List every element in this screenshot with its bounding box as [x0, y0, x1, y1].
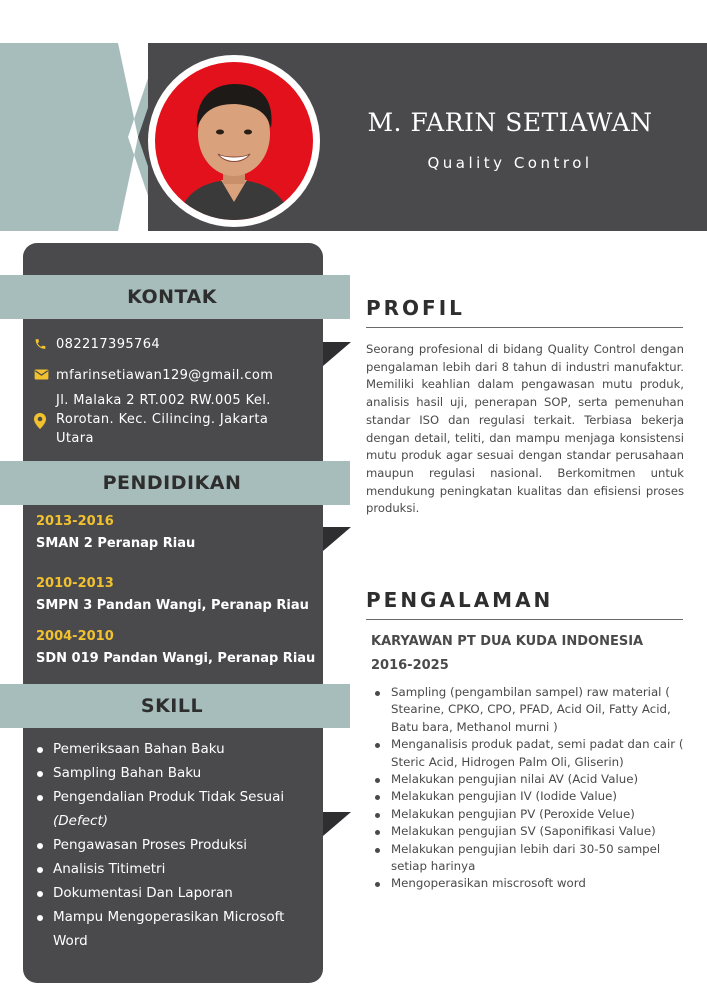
- person-portrait-icon: [155, 62, 313, 220]
- education-item: [36, 513, 195, 554]
- phone-number: 082217395764: [56, 337, 161, 352]
- skill-heading: SKILL: [140, 695, 204, 717]
- skill-item: Dokumentasi Dan Laporan: [36, 881, 316, 905]
- job-duties-list: [374, 684, 686, 893]
- candidate-name: M. FARIN SETIAWAN: [367, 108, 653, 137]
- job-title: KARYAWAN PT DUA KUDA INDONESIA: [371, 634, 644, 649]
- contact-email: [34, 366, 273, 385]
- education-years: 2004-2010: [36, 629, 114, 644]
- skill-item: Pengendalian Produk Tidak Sesuai: [36, 785, 316, 809]
- contact-address: [34, 391, 304, 448]
- education-years: 2013-2016: [36, 514, 114, 529]
- pendidikan-heading: PENDIDIKAN: [102, 472, 242, 494]
- skill-item: Analisis Titimetri: [36, 857, 316, 881]
- job-duty: Melakukan pengujian SV (Saponifikasi Value): [374, 823, 686, 840]
- address-text: Jl. Malaka 2 RT.002 RW.005 Kel. Rorotan. Kec. Cilincing. Jakarta Utara: [56, 393, 271, 446]
- skill-item-continuation: Word: [53, 933, 88, 949]
- job-duty: Menganalisis produk padat, semi padat dan cair ( Steric Acid, Hidrogen Palm Oli, Gliserin): [374, 736, 686, 771]
- profil-heading: PROFIL: [366, 296, 465, 320]
- skill-item-continuation: (Defect): [53, 813, 109, 829]
- decorative-triangle: [323, 812, 351, 836]
- pendidikan-heading-band: [0, 461, 350, 505]
- envelope-icon: [34, 366, 56, 381]
- kontak-heading-band: [0, 275, 350, 319]
- candidate-role: Quality Control: [427, 154, 593, 172]
- skill-item: Pengawasan Proses Produksi: [36, 833, 316, 857]
- job-period: 2016-2025: [371, 658, 449, 673]
- education-school: SDN 019 Pandan Wangi, Peranap Riau: [36, 651, 316, 666]
- job-duty: Melakukan pengujian IV (Iodide Value): [374, 788, 686, 805]
- job-duty: Melakukan pengujian PV (Peroxide Velue): [374, 806, 686, 823]
- profil-divider: [366, 327, 683, 328]
- education-school: SMAN 2 Peranap Riau: [36, 536, 196, 551]
- skill-item: Mampu Mengoperasikan Microsoft: [36, 905, 316, 929]
- skill-item: Pemeriksaan Bahan Baku: [36, 737, 316, 761]
- header-accent-panel: [0, 43, 148, 231]
- decorative-triangle: [323, 527, 351, 551]
- job-duty: Mengoperasikan miscrosoft word: [374, 875, 686, 892]
- job-duty: Melakukan pengujian lebih dari 30-50 sampel setiap harinya: [374, 841, 686, 876]
- job-block: [371, 630, 691, 678]
- job-duty: Sampling (pengambilan sampel) raw material ( Stearine, CPKO, CPO, PFAD, Acid Oil, Fatty Acid, Batu bara, Methanol murni ): [374, 684, 686, 736]
- skill-item: Sampling Bahan Baku: [36, 761, 316, 785]
- education-years: 2010-2013: [36, 576, 114, 591]
- phone-icon: [34, 335, 56, 351]
- job-duty: Melakukan pengujian nilai AV (Acid Value): [374, 771, 686, 788]
- pengalaman-heading: PENGALAMAN: [366, 588, 554, 612]
- profile-photo: [155, 62, 313, 220]
- email-address: mfarinsetiawan129@gmail.com: [56, 368, 274, 383]
- education-item: [36, 628, 315, 669]
- kontak-heading: KONTAK: [127, 286, 217, 308]
- location-pin-icon: [34, 391, 56, 429]
- profil-text: Seorang profesional di bidang Quality Control dengan pengalaman lebih dari 8 tahun di industri manufaktur. Memiliki keahlian dalam pengawasan mutu produk, analisis hasil uji, penerapan SOP, serta pemenuhan standar ISO dan regulasi terkait. Terbiasa bekerja dengan detail, teliti, dan mampu menjaga konsistensi mutu produk agar sesuai dengan standar perusahaan maupun regulasi nasional. Berkomitmen untuk mendukung peningkatan kualitas dan efisiensi proses produksi.: [366, 342, 684, 516]
- education-item: [36, 575, 309, 616]
- education-school: SMPN 3 Pandan Wangi, Peranap Riau: [36, 598, 309, 613]
- decorative-triangle: [323, 342, 351, 366]
- pengalaman-divider: [366, 619, 683, 620]
- contact-phone: [34, 335, 160, 354]
- skill-heading-band: [0, 684, 350, 728]
- skill-list: [36, 737, 316, 953]
